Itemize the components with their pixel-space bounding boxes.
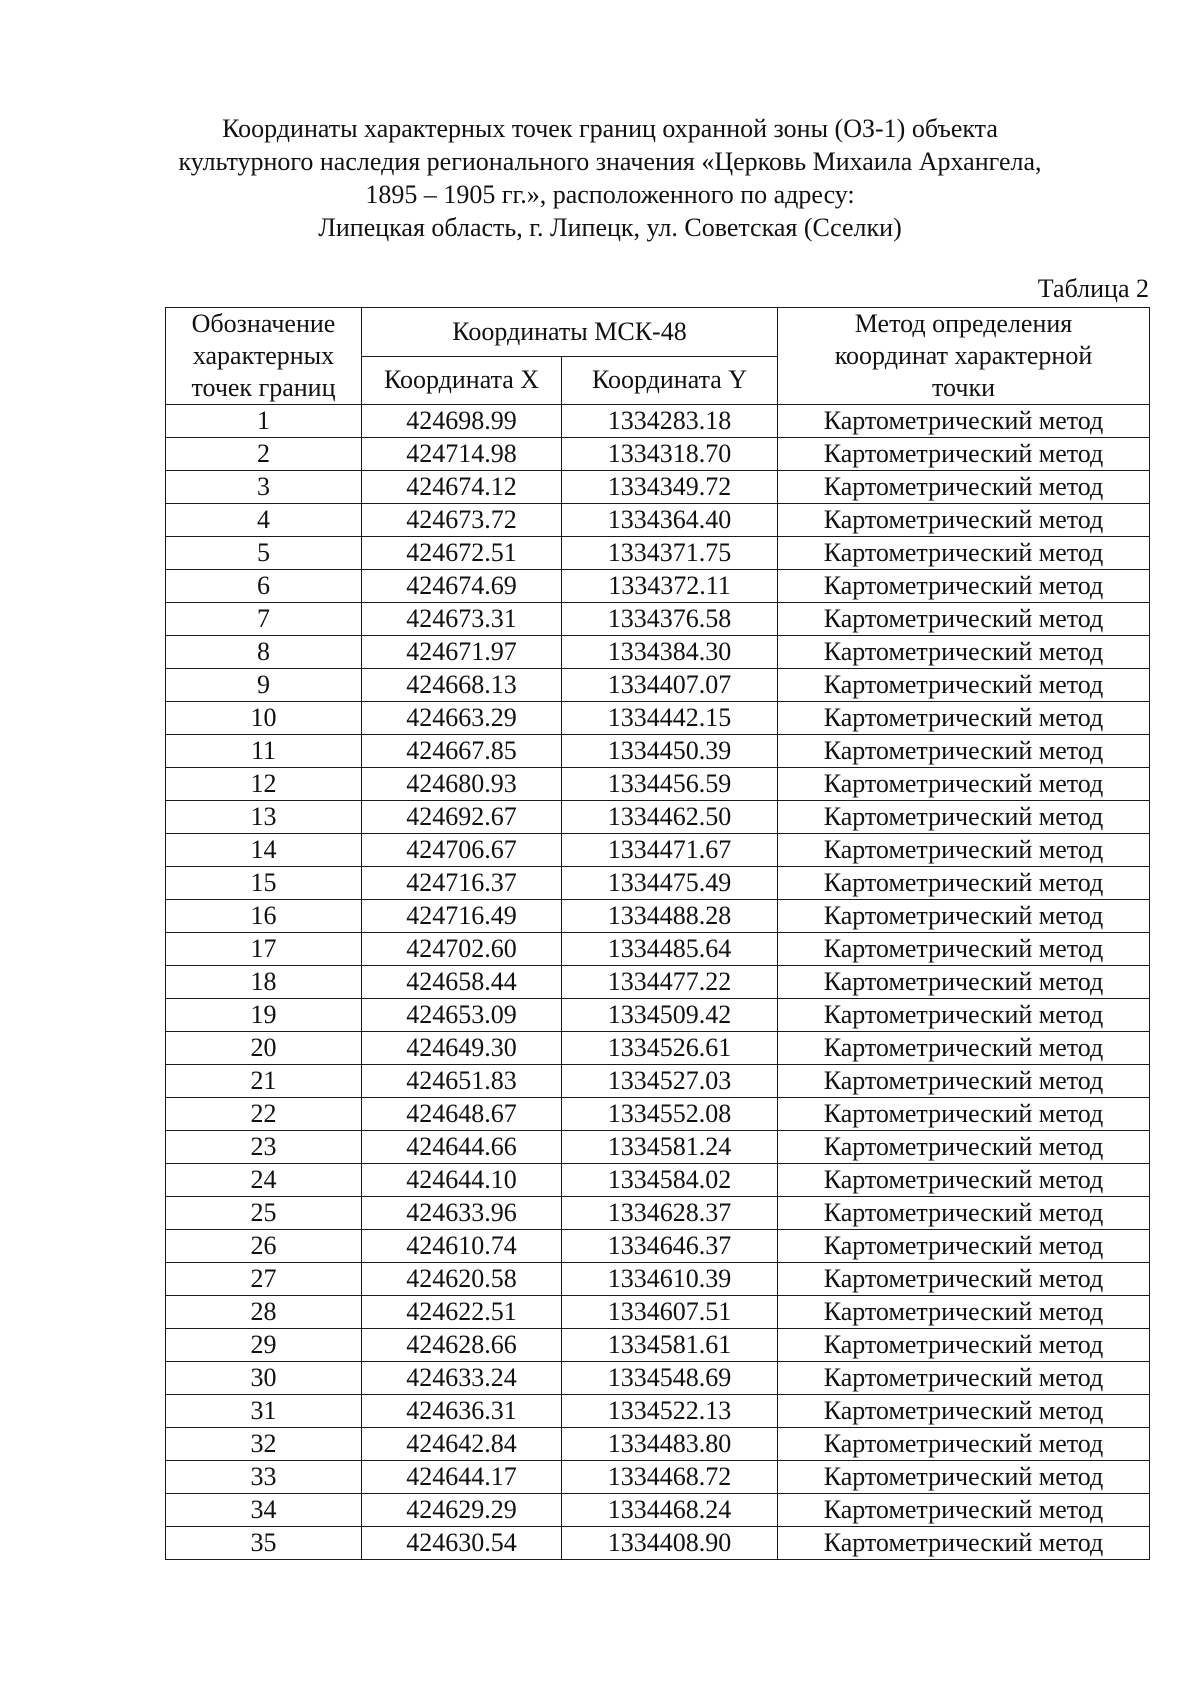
cell-coordinate-y: 1334364.40 [562, 504, 778, 537]
table-row [166, 999, 1150, 1032]
table-row [166, 1230, 1150, 1263]
cell-point-number: 14 [166, 834, 362, 867]
cell-method: Картометрический метод [778, 999, 1150, 1032]
cell-point-number: 10 [166, 702, 362, 735]
table-row [166, 438, 1150, 471]
cell-point-number: 9 [166, 669, 362, 702]
cell-point-number: 16 [166, 900, 362, 933]
cell-coordinate-x: 424653.09 [362, 999, 562, 1032]
cell-coordinate-x: 424630.54 [362, 1527, 562, 1560]
cell-coordinate-y: 1334283.18 [562, 405, 778, 438]
cell-method: Картометрический метод [778, 1032, 1150, 1065]
cell-point-number: 20 [166, 1032, 362, 1065]
header-y: Координата Y [562, 356, 778, 405]
table-row [166, 636, 1150, 669]
cell-coordinate-y: 1334522.13 [562, 1395, 778, 1428]
cell-coordinate-x: 424680.93 [362, 768, 562, 801]
cell-point-number: 5 [166, 537, 362, 570]
cell-point-number: 15 [166, 867, 362, 900]
cell-method: Картометрический метод [778, 1428, 1150, 1461]
cell-method: Картометрический метод [778, 471, 1150, 504]
cell-method: Картометрический метод [778, 1131, 1150, 1164]
table-row [166, 735, 1150, 768]
cell-coordinate-y: 1334456.59 [562, 768, 778, 801]
table-row [166, 702, 1150, 735]
cell-point-number: 32 [166, 1428, 362, 1461]
table-row [166, 1362, 1150, 1395]
cell-method: Картометрический метод [778, 1362, 1150, 1395]
cell-method: Картометрический метод [778, 933, 1150, 966]
document-title [150, 112, 1070, 244]
cell-point-number: 8 [166, 636, 362, 669]
cell-coordinate-x: 424651.83 [362, 1065, 562, 1098]
header-x: Координата X [362, 356, 562, 405]
table-row [166, 1395, 1150, 1428]
table-row [166, 1296, 1150, 1329]
table-row [166, 1098, 1150, 1131]
cell-coordinate-y: 1334526.61 [562, 1032, 778, 1065]
cell-coordinate-x: 424674.69 [362, 570, 562, 603]
cell-coordinate-y: 1334628.37 [562, 1197, 778, 1230]
cell-method: Картометрический метод [778, 966, 1150, 999]
table-row [166, 834, 1150, 867]
cell-coordinate-y: 1334450.39 [562, 735, 778, 768]
cell-coordinate-y: 1334483.80 [562, 1428, 778, 1461]
cell-point-number: 11 [166, 735, 362, 768]
cell-coordinate-y: 1334581.61 [562, 1329, 778, 1362]
cell-point-number: 6 [166, 570, 362, 603]
cell-point-number: 17 [166, 933, 362, 966]
table-row [166, 1131, 1150, 1164]
coordinates-table [165, 307, 1150, 1560]
cell-coordinate-y: 1334349.72 [562, 471, 778, 504]
table-header [166, 308, 1150, 405]
cell-coordinate-x: 424644.10 [362, 1164, 562, 1197]
cell-coordinate-y: 1334384.30 [562, 636, 778, 669]
cell-method: Картометрический метод [778, 801, 1150, 834]
header-point: Обозначение характерных точек границ [166, 308, 362, 405]
cell-point-number: 33 [166, 1461, 362, 1494]
cell-coordinate-y: 1334646.37 [562, 1230, 778, 1263]
table-row [166, 1527, 1150, 1560]
cell-coordinate-y: 1334477.22 [562, 966, 778, 999]
table-row [166, 1461, 1150, 1494]
cell-method: Картометрический метод [778, 1329, 1150, 1362]
table-body [166, 405, 1150, 1560]
cell-method: Картометрический метод [778, 735, 1150, 768]
cell-coordinate-x: 424663.29 [362, 702, 562, 735]
table-row [166, 966, 1150, 999]
cell-point-number: 4 [166, 504, 362, 537]
cell-method: Картометрический метод [778, 1395, 1150, 1428]
cell-coordinate-y: 1334607.51 [562, 1296, 778, 1329]
cell-method: Картометрический метод [778, 834, 1150, 867]
cell-coordinate-x: 424714.98 [362, 438, 562, 471]
cell-coordinate-x: 424668.13 [362, 669, 562, 702]
cell-coordinate-y: 1334408.90 [562, 1527, 778, 1560]
cell-point-number: 35 [166, 1527, 362, 1560]
cell-coordinate-y: 1334552.08 [562, 1098, 778, 1131]
cell-point-number: 24 [166, 1164, 362, 1197]
cell-coordinate-x: 424698.99 [362, 405, 562, 438]
cell-method: Картометрический метод [778, 1098, 1150, 1131]
cell-point-number: 1 [166, 405, 362, 438]
title-line: Координаты характерных точек границ охранной зоны (ОЗ-1) объекта [222, 114, 998, 143]
cell-coordinate-y: 1334509.42 [562, 999, 778, 1032]
cell-coordinate-y: 1334468.72 [562, 1461, 778, 1494]
cell-coordinate-x: 424692.67 [362, 801, 562, 834]
cell-method: Картометрический метод [778, 867, 1150, 900]
cell-point-number: 30 [166, 1362, 362, 1395]
cell-method: Картометрический метод [778, 603, 1150, 636]
cell-coordinate-x: 424636.31 [362, 1395, 562, 1428]
cell-point-number: 7 [166, 603, 362, 636]
table-row [166, 1494, 1150, 1527]
cell-coordinate-y: 1334462.50 [562, 801, 778, 834]
cell-coordinate-y: 1334610.39 [562, 1263, 778, 1296]
title-line: культурного наследия регионального значения «Церковь Михаила Архангела, [178, 147, 1042, 176]
cell-point-number: 18 [166, 966, 362, 999]
cell-coordinate-y: 1334581.24 [562, 1131, 778, 1164]
table-row [166, 768, 1150, 801]
cell-coordinate-x: 424673.72 [362, 504, 562, 537]
cell-method: Картометрический метод [778, 900, 1150, 933]
cell-coordinate-x: 424644.66 [362, 1131, 562, 1164]
cell-coordinate-y: 1334471.67 [562, 834, 778, 867]
cell-point-number: 26 [166, 1230, 362, 1263]
cell-coordinate-y: 1334488.28 [562, 900, 778, 933]
cell-point-number: 13 [166, 801, 362, 834]
cell-point-number: 22 [166, 1098, 362, 1131]
title-line: 1895 – 1905 гг.», расположенного по адресу: [365, 180, 855, 209]
cell-coordinate-y: 1334318.70 [562, 438, 778, 471]
table-row [166, 900, 1150, 933]
header-coords-group: Координаты МСК-48 [362, 308, 778, 357]
cell-coordinate-y: 1334407.07 [562, 669, 778, 702]
table-row [166, 504, 1150, 537]
table-row [166, 570, 1150, 603]
cell-method: Картометрический метод [778, 570, 1150, 603]
cell-method: Картометрический метод [778, 1164, 1150, 1197]
cell-point-number: 23 [166, 1131, 362, 1164]
cell-coordinate-x: 424620.58 [362, 1263, 562, 1296]
cell-method: Картометрический метод [778, 438, 1150, 471]
cell-point-number: 12 [166, 768, 362, 801]
cell-method: Картометрический метод [778, 405, 1150, 438]
cell-coordinate-x: 424642.84 [362, 1428, 562, 1461]
cell-point-number: 34 [166, 1494, 362, 1527]
cell-coordinate-x: 424628.66 [362, 1329, 562, 1362]
cell-method: Картометрический метод [778, 1527, 1150, 1560]
cell-coordinate-x: 424716.37 [362, 867, 562, 900]
cell-point-number: 25 [166, 1197, 362, 1230]
header-method: Метод определения координат характерной точки [778, 308, 1150, 405]
table-row [166, 1197, 1150, 1230]
cell-coordinate-y: 1334371.75 [562, 537, 778, 570]
cell-coordinate-x: 424644.17 [362, 1461, 562, 1494]
cell-point-number: 21 [166, 1065, 362, 1098]
table-row [166, 867, 1150, 900]
cell-coordinate-x: 424633.24 [362, 1362, 562, 1395]
cell-point-number: 29 [166, 1329, 362, 1362]
cell-method: Картометрический метод [778, 1296, 1150, 1329]
cell-coordinate-x: 424629.29 [362, 1494, 562, 1527]
cell-point-number: 3 [166, 471, 362, 504]
cell-method: Картометрический метод [778, 1230, 1150, 1263]
table-row [166, 405, 1150, 438]
cell-coordinate-y: 1334527.03 [562, 1065, 778, 1098]
table-row [166, 471, 1150, 504]
cell-coordinate-y: 1334372.11 [562, 570, 778, 603]
cell-point-number: 2 [166, 438, 362, 471]
cell-coordinate-y: 1334548.69 [562, 1362, 778, 1395]
cell-method: Картометрический метод [778, 537, 1150, 570]
cell-method: Картометрический метод [778, 1461, 1150, 1494]
cell-coordinate-x: 424667.85 [362, 735, 562, 768]
table-row [166, 1329, 1150, 1362]
table-row [166, 1263, 1150, 1296]
cell-point-number: 27 [166, 1263, 362, 1296]
cell-coordinate-y: 1334485.64 [562, 933, 778, 966]
cell-coordinate-y: 1334584.02 [562, 1164, 778, 1197]
cell-coordinate-y: 1334475.49 [562, 867, 778, 900]
cell-coordinate-x: 424702.60 [362, 933, 562, 966]
cell-method: Картометрический метод [778, 1197, 1150, 1230]
table-row [166, 1428, 1150, 1461]
cell-coordinate-x: 424649.30 [362, 1032, 562, 1065]
cell-method: Картометрический метод [778, 504, 1150, 537]
cell-coordinate-x: 424706.67 [362, 834, 562, 867]
table-row [166, 1032, 1150, 1065]
cell-coordinate-x: 424622.51 [362, 1296, 562, 1329]
cell-method: Картометрический метод [778, 702, 1150, 735]
table-row [166, 669, 1150, 702]
cell-coordinate-y: 1334376.58 [562, 603, 778, 636]
table-row [166, 603, 1150, 636]
cell-coordinate-x: 424610.74 [362, 1230, 562, 1263]
cell-coordinate-y: 1334442.15 [562, 702, 778, 735]
table-row [166, 537, 1150, 570]
table-row [166, 933, 1150, 966]
table-row [166, 801, 1150, 834]
cell-point-number: 28 [166, 1296, 362, 1329]
cell-coordinate-x: 424671.97 [362, 636, 562, 669]
cell-point-number: 31 [166, 1395, 362, 1428]
table-row [166, 1065, 1150, 1098]
cell-coordinate-x: 424633.96 [362, 1197, 562, 1230]
cell-coordinate-x: 424674.12 [362, 471, 562, 504]
table-row [166, 1164, 1150, 1197]
cell-method: Картометрический метод [778, 1065, 1150, 1098]
cell-method: Картометрический метод [778, 1494, 1150, 1527]
title-line: Липецкая область, г. Липецк, ул. Советская (Сселки) [318, 213, 902, 242]
cell-method: Картометрический метод [778, 768, 1150, 801]
cell-coordinate-x: 424673.31 [362, 603, 562, 636]
cell-coordinate-x: 424716.49 [362, 900, 562, 933]
cell-coordinate-y: 1334468.24 [562, 1494, 778, 1527]
cell-coordinate-x: 424658.44 [362, 966, 562, 999]
table-label: Таблица 2 [1037, 274, 1149, 303]
cell-coordinate-x: 424672.51 [362, 537, 562, 570]
cell-method: Картометрический метод [778, 636, 1150, 669]
cell-method: Картометрический метод [778, 1263, 1150, 1296]
cell-coordinate-x: 424648.67 [362, 1098, 562, 1131]
cell-point-number: 19 [166, 999, 362, 1032]
cell-method: Картометрический метод [778, 669, 1150, 702]
